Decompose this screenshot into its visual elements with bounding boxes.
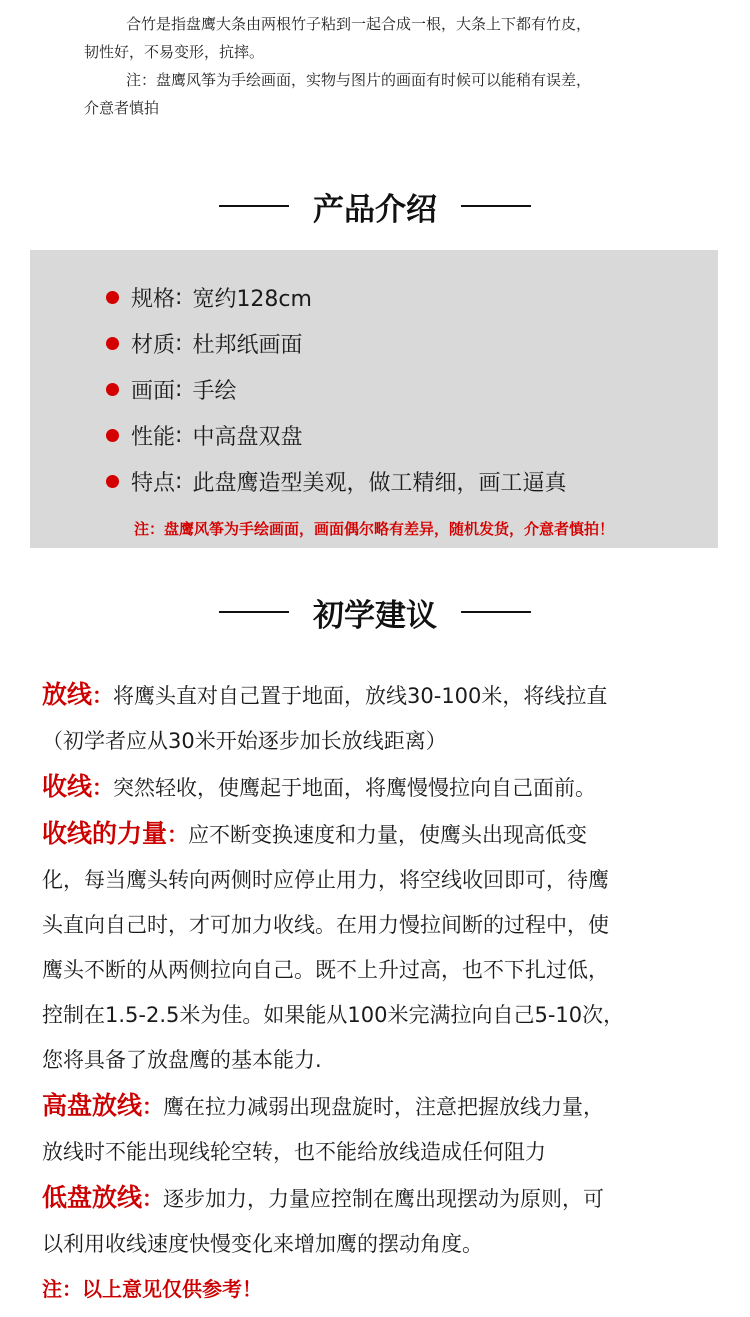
spec-separator: : xyxy=(175,468,183,494)
product-spec-panel xyxy=(30,250,718,548)
spec-label: 规格 xyxy=(131,286,176,312)
panel-disclaimer: 注：盘鹰风筝为手绘画面，画面偶尔略有差异，随机发货，介意者慎拍！ xyxy=(133,520,614,538)
heading-rule-right xyxy=(461,205,531,207)
spec-item xyxy=(106,412,566,458)
advice-colon: ： xyxy=(142,1187,164,1211)
product-section-heading xyxy=(0,184,750,228)
advice-high-release xyxy=(42,1083,717,1130)
advice-colon: ： xyxy=(92,776,114,800)
advice-release xyxy=(42,672,717,719)
spec-item xyxy=(106,366,566,412)
bullet-dot-icon xyxy=(106,383,119,396)
advice-reel-force xyxy=(42,811,717,858)
bullet-dot-icon xyxy=(106,337,119,350)
advice-reel-force-line: 化，每当鹰头转向两侧时应停止用力，将空线收回即可，待鹰 xyxy=(42,868,609,892)
spec-value: 宽约128cm xyxy=(192,286,312,312)
advice-reel xyxy=(42,764,717,811)
advice-reel-force-line: 头直向自己时，才可加力收线。在用力慢拉间断的过程中，使 xyxy=(42,913,609,937)
advice-colon: ： xyxy=(142,1095,164,1119)
intro-line: 合竹是指盘鹰大条由两根竹子粘到一起合成一根，大条上下都有竹皮， xyxy=(126,15,592,33)
advice-text: 将鹰头直对自己置于地面，放线30-100米，将线拉直 xyxy=(113,684,608,708)
spec-label: 材质 xyxy=(131,332,176,358)
spec-separator: : xyxy=(175,284,183,310)
advice-body xyxy=(42,672,717,1312)
advice-colon: ： xyxy=(167,823,189,847)
advice-high-release-line: 放线时不能出现线轮空转，也不能给放线造成任何阻力 xyxy=(42,1140,546,1164)
spec-label: 特点 xyxy=(131,470,176,496)
advice-heading: 放线 xyxy=(42,680,93,709)
advice-reel-force-line: 您将具备了放盘鹰的基本能力. xyxy=(42,1048,322,1072)
spec-separator: : xyxy=(175,422,183,448)
advice-section-heading xyxy=(0,590,750,634)
advice-text: 突然轻收，使鹰起于地面，将鹰慢慢拉向自己面前。 xyxy=(113,776,597,800)
advice-heading: 收线的力量 xyxy=(42,819,168,848)
bullet-dot-icon xyxy=(106,475,119,488)
spec-value: 杜邦纸画面 xyxy=(192,332,303,358)
advice-reel-force-line: 鹰头不断的从两侧拉向自己。既不上升过高，也不下扎过低， xyxy=(42,958,609,982)
advice-heading: 收线 xyxy=(42,772,93,801)
advice-section-title: 初学建议 xyxy=(313,597,437,634)
heading-rule-left xyxy=(219,205,289,207)
product-section-title: 产品介绍 xyxy=(313,191,437,228)
advice-heading: 高盘放线 xyxy=(42,1091,143,1120)
spec-item xyxy=(106,274,566,320)
advice-low-release xyxy=(42,1175,717,1222)
spec-separator: : xyxy=(175,376,183,402)
advice-text: 逐步加力，力量应控制在鹰出现摆动为原则，可 xyxy=(163,1187,605,1211)
advice-release-line: （初学者应从30米开始逐步加长放线距离） xyxy=(42,729,447,753)
spec-value: 手绘 xyxy=(192,378,237,404)
spec-label: 性能 xyxy=(131,424,176,450)
spec-value: 中高盘双盘 xyxy=(192,424,303,450)
spec-value: 此盘鹰造型美观，做工精细，画工逼真 xyxy=(192,470,567,496)
spec-item xyxy=(106,458,566,504)
advice-text: 鹰在拉力减弱出现盘旋时，注意把握放线力量， xyxy=(163,1095,605,1119)
spec-list xyxy=(106,274,566,504)
bullet-dot-icon xyxy=(106,291,119,304)
intro-note-line: 介意者慎拍 xyxy=(84,99,160,117)
heading-rule-left xyxy=(219,611,289,613)
spec-label: 画面 xyxy=(131,378,176,404)
intro-text xyxy=(84,10,704,122)
intro-line: 韧性好，不易变形，抗摔。 xyxy=(84,43,265,61)
advice-final-note: 注：以上意见仅供参考！ xyxy=(42,1277,262,1301)
advice-reel-force-line: 控制在1.5-2.5米为佳。如果能从100米完满拉向自己5-10次， xyxy=(42,1003,625,1027)
spec-item xyxy=(106,320,566,366)
advice-heading: 低盘放线 xyxy=(42,1183,143,1212)
advice-colon: ： xyxy=(92,684,114,708)
spec-separator: : xyxy=(175,330,183,356)
heading-rule-right xyxy=(461,611,531,613)
advice-text: 应不断变换速度和力量，使鹰头出现高低变 xyxy=(188,823,588,847)
bullet-dot-icon xyxy=(106,429,119,442)
intro-note-line: 注：盘鹰风筝为手绘画面，实物与图片的画面有时候可以能稍有误差， xyxy=(126,71,592,89)
advice-low-release-line: 以利用收线速度快慢变化来增加鹰的摆动角度。 xyxy=(42,1232,483,1256)
